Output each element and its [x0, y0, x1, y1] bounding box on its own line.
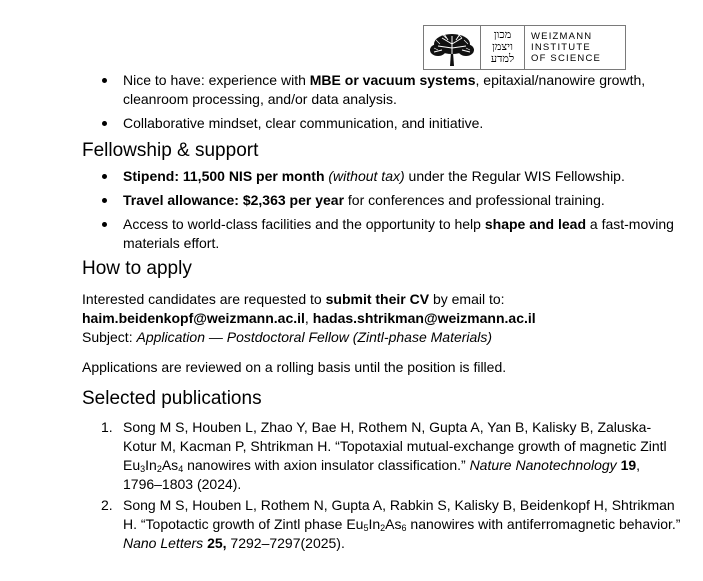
- list-item: Nice to have: experience with MBE or vacuum systems, epitaxial/nanowire growth, cleanroom processing, and/or data analysis.: [82, 71, 682, 109]
- apply-heading: How to apply: [82, 258, 192, 279]
- email-link-shtrikman[interactable]: hadas.shtrikman@weizmann.ac.il: [312, 310, 536, 326]
- list-item: Travel allowance: $2,363 per year for conferences and professional training.: [82, 191, 682, 210]
- requirements-list: [82, 71, 682, 133]
- publications-list: [82, 418, 682, 553]
- publications-heading: Selected publications: [82, 388, 262, 409]
- weizmann-logo: [423, 25, 626, 70]
- document-body: [82, 71, 682, 555]
- list-item: Collaborative mindset, clear communication, and initiative.: [82, 114, 682, 133]
- list-item: Stipend: 11,500 NIS per month (without tax) under the Regular WIS Fellowship.: [82, 167, 682, 186]
- logo-english-name: WEIZMANN INSTITUTE OF SCIENCE: [531, 31, 602, 64]
- fellowship-list: [82, 167, 682, 253]
- tree-emblem-icon: [424, 26, 481, 69]
- email-subject: Application — Postdoctoral Fellow (Zintl-phase Materials): [136, 329, 493, 345]
- logo-hebrew-name: מכון ויצמן למדע: [481, 26, 525, 69]
- rolling-note: Applications are reviewed on a rolling basis until the position is filled.: [82, 359, 507, 375]
- list-item: Access to world-class facilities and the opportunity to help shape and lead a fast-moving materials effort.: [82, 215, 682, 253]
- fellowship-heading: Fellowship & support: [82, 140, 259, 161]
- list-item: 1. Song M S, Houben L, Zhao Y, Bae H, Rothem N, Gupta A, Yan B, Kalisky B, Zaluska-Kotur M, Kacman P, Shtrikman H. “Topotaxial mutual-exchange growth of magnetic Zintl $Eu_3In_2As_4$ nanowires with axion insulator classification.” Nature Nanotechnology 19, 1796–1803 (2024).: [101, 419, 667, 492]
- list-item: 2. Song M S, Houben L, Rothem N, Gupta A, Rabkin S, Kalisky B, Beidenkopf H, Shtrikman H. “Topotactic growth of Zintl phase $Eu_5In_2As_6$ nanowires with antiferromagnetic behavior.” Nano Letters 25, 7292–7297(2025).: [101, 497, 681, 551]
- email-link-beidenkopf[interactable]: haim.beidenkopf@weizmann.ac.il: [82, 310, 305, 326]
- apply-paragraph: Interested candidates are requested to submit their CV by email to: haim.beidenkopf@weizmann.ac.il, hadas.shtrikman@weizmann.ac.il Subject: Application — Postdoctoral Fellow (Zintl-phase Materials): [82, 291, 536, 345]
